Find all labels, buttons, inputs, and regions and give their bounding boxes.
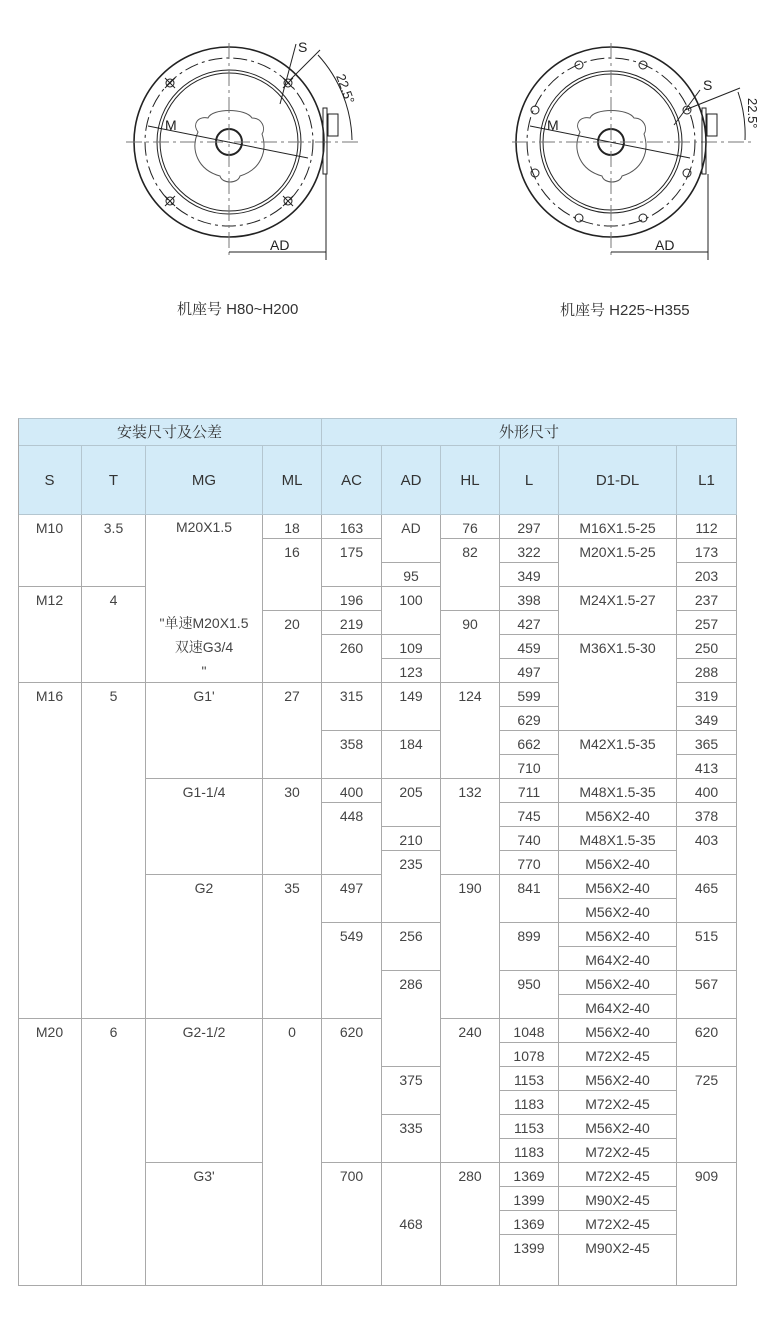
table-cell-l: 1369 (500, 1163, 559, 1187)
table-cell-ad: 335 (382, 1115, 441, 1163)
table-cell-l: 497 (500, 659, 559, 683)
table-cell-d1-dl: M20X1.5-25 (559, 539, 677, 587)
table-cell-l: 1153 (500, 1067, 559, 1091)
table-cell-l: 1078 (500, 1043, 559, 1067)
table-cell-l: 841 (500, 875, 559, 923)
table-cell-d1-dl: M64X2-40 (559, 995, 677, 1019)
table-cell-l: 950 (500, 971, 559, 1019)
table-cell-ad: 184 (382, 731, 441, 779)
table-cell-l1: 112 (677, 515, 737, 539)
table-cell-l1: 173 (677, 539, 737, 563)
ad-dimension-label: AD (270, 237, 290, 253)
group-header: 外形尺寸 (322, 418, 737, 446)
table-cell-d1-dl: M64X2-40 (559, 947, 677, 971)
table-cell-l: 1183 (500, 1091, 559, 1115)
table-cell-ml: 18 (263, 515, 322, 539)
table-cell-ml: 27 (263, 683, 322, 779)
column-header-ml: ML (263, 446, 322, 515)
m-dimension-label: M (165, 117, 177, 133)
table-cell-l: 899 (500, 923, 559, 971)
table-cell-hl: 90 (441, 611, 500, 683)
table-cell-d1-dl: M72X2-45 (559, 1211, 677, 1235)
table-cell-ac: 448 (322, 803, 382, 875)
table-cell-d1-dl: M56X2-40 (559, 1115, 677, 1139)
table-cell-l: 1048 (500, 1019, 559, 1043)
table-cell-t: 3.5 (82, 515, 146, 587)
table-cell-d1-dl: M90X2-45 (559, 1235, 677, 1286)
table-cell-l1: 288 (677, 659, 737, 683)
table-cell-mg (146, 515, 263, 683)
table-cell-mg: G2 (146, 875, 263, 1019)
table-cell-ml: 30 (263, 779, 322, 875)
table-cell-ml: 35 (263, 875, 322, 1019)
table-cell-l1: 237 (677, 587, 737, 611)
table-cell-d1-dl: M16X1.5-25 (559, 515, 677, 539)
table-cell-ad: 286 (382, 971, 441, 1067)
column-header-l: L (500, 446, 559, 515)
table-cell-mg: G1-1/4 (146, 779, 263, 875)
table-cell-d1-dl: M56X2-40 (559, 899, 677, 923)
cell-line (146, 539, 262, 563)
table-cell-l1: 349 (677, 707, 737, 731)
table-cell-d1-dl: M72X2-45 (559, 1091, 677, 1115)
group-header: 安装尺寸及公差 (18, 418, 322, 446)
table-cell-hl: 76 (441, 515, 500, 539)
table-cell-l1: 203 (677, 563, 737, 587)
table-cell-l: 1399 (500, 1235, 559, 1286)
table-cell-ml: 20 (263, 611, 322, 683)
table-cell-ac: 700 (322, 1163, 382, 1286)
table-cell-hl: 280 (441, 1163, 500, 1286)
table-cell-mg: G2-1/2 (146, 1019, 263, 1163)
ad-dimension-label: AD (655, 237, 675, 253)
table-cell-ad: 100 (382, 587, 441, 635)
table-cell-l: 297 (500, 515, 559, 539)
table-cell-l: 711 (500, 779, 559, 803)
table-cell-l1: 515 (677, 923, 737, 971)
table-cell-d1-dl: M24X1.5-27 (559, 587, 677, 635)
table-cell-l: 599 (500, 683, 559, 707)
s-dimension-label: S (298, 39, 308, 55)
angle-label: 22.5° (745, 98, 760, 129)
table-cell-ac: 497 (322, 875, 382, 923)
table-cell-l1: 725 (677, 1067, 737, 1163)
table-cell-ad: 95 (382, 563, 441, 587)
table-cell-ac: 163 (322, 515, 382, 539)
table-cell-l: 740 (500, 827, 559, 851)
table-cell-l1: 567 (677, 971, 737, 1019)
angle-label: 22.5° (333, 71, 358, 106)
cell-line: 双速G3/4 (174, 639, 234, 655)
table-cell-s: M16 (18, 683, 82, 1019)
table-cell-ad: 205 (382, 779, 441, 827)
column-header-ad: AD (382, 446, 441, 515)
table-cell-ad: AD (382, 515, 441, 563)
table-cell-ac: 175 (322, 539, 382, 587)
column-header-s: S (18, 446, 82, 515)
table-cell-ml: 0 (263, 1019, 322, 1286)
table-cell-mg: G3' (146, 1163, 263, 1286)
table-cell-hl: 82 (441, 539, 500, 611)
table-cell-s: M20 (18, 1019, 82, 1286)
table-cell-ac: 315 (322, 683, 382, 731)
motor-end-view-drawing-h225-h355 (500, 30, 767, 270)
column-header-t: T (82, 446, 146, 515)
table-cell-ml: 16 (263, 539, 322, 611)
table-cell-d1-dl: M72X2-45 (559, 1139, 677, 1163)
table-cell-l1: 365 (677, 731, 737, 755)
table-cell-ac: 620 (322, 1019, 382, 1163)
table-cell-l1: 413 (677, 755, 737, 779)
cell-line (146, 587, 262, 611)
table-cell-l: 1183 (500, 1139, 559, 1163)
column-header-hl: HL (441, 446, 500, 515)
table-cell-ac: 260 (322, 635, 382, 683)
table-cell-hl: 124 (441, 683, 500, 779)
cell-line: "单速M20X1.5 (159, 615, 249, 631)
figure-caption-h80-h200: 机座号 H80~H200 (177, 301, 299, 318)
table-cell-t: 4 (82, 587, 146, 683)
table-cell-d1-dl: M56X2-40 (559, 923, 677, 947)
table-cell-d1-dl: M90X2-45 (559, 1187, 677, 1211)
cell-line: " (201, 663, 207, 679)
table-cell-l1: 250 (677, 635, 737, 659)
table-cell-mg: G1' (146, 683, 263, 779)
table-cell-d1-dl: M56X2-40 (559, 875, 677, 899)
table-cell-d1-dl: M56X2-40 (559, 803, 677, 827)
table-cell-l: 629 (500, 707, 559, 731)
cell-line: M20X1.5 (175, 519, 233, 535)
table-cell-ad: 375 (382, 1067, 441, 1115)
table-cell-l: 398 (500, 587, 559, 611)
table-cell-s: M10 (18, 515, 82, 587)
table-cell-l: 770 (500, 851, 559, 875)
table-cell-ad: 123 (382, 659, 441, 683)
table-cell-l: 322 (500, 539, 559, 563)
table-cell-l: 459 (500, 635, 559, 659)
table-cell-d1-dl: M48X1.5-35 (559, 779, 677, 803)
table-cell-d1-dl: M72X2-45 (559, 1043, 677, 1067)
table-cell-d1-dl: M36X1.5-30 (559, 635, 677, 731)
table-cell-ad: 468 (382, 1163, 441, 1286)
table-cell-s: M12 (18, 587, 82, 683)
table-cell-ac: 358 (322, 731, 382, 779)
table-cell-l: 1399 (500, 1187, 559, 1211)
table-cell-ac: 400 (322, 779, 382, 803)
table-cell-ad: 235 (382, 851, 441, 923)
table-cell-hl: 132 (441, 779, 500, 875)
table-cell-ad: 256 (382, 923, 441, 971)
table-cell-d1-dl: M72X2-45 (559, 1163, 677, 1187)
table-cell-l1: 257 (677, 611, 737, 635)
table-cell-ad: 149 (382, 683, 441, 731)
table-cell-hl: 240 (441, 1019, 500, 1163)
table-cell-l: 662 (500, 731, 559, 755)
table-cell-l: 710 (500, 755, 559, 779)
table-cell-l1: 400 (677, 779, 737, 803)
s-dimension-label: S (703, 77, 713, 93)
table-cell-ac: 219 (322, 611, 382, 635)
table-cell-l: 427 (500, 611, 559, 635)
table-cell-t: 5 (82, 683, 146, 1019)
table-cell-ac: 196 (322, 587, 382, 611)
column-header-mg: MG (146, 446, 263, 515)
figure-caption-h225-h355: 机座号 H225~H355 (560, 302, 690, 319)
table-cell-ad: 109 (382, 635, 441, 659)
column-header-ac: AC (322, 446, 382, 515)
table-cell-d1-dl: M56X2-40 (559, 971, 677, 995)
table-cell-l1: 909 (677, 1163, 737, 1286)
table-cell-l1: 465 (677, 875, 737, 923)
table-cell-l: 1369 (500, 1211, 559, 1235)
table-cell-d1-dl: M56X2-40 (559, 1019, 677, 1043)
table-cell-d1-dl: M42X1.5-35 (559, 731, 677, 779)
table-cell-hl: 190 (441, 875, 500, 1019)
table-cell-d1-dl: M56X2-40 (559, 1067, 677, 1091)
table-cell-l: 1153 (500, 1115, 559, 1139)
table-cell-d1-dl: M48X1.5-35 (559, 827, 677, 851)
table-cell-l1: 319 (677, 683, 737, 707)
table-cell-d1-dl: M56X2-40 (559, 851, 677, 875)
column-header-d1-dl: D1-DL (559, 446, 677, 515)
column-header-l1: L1 (677, 446, 737, 515)
dimension-spec-table (18, 418, 737, 1286)
m-dimension-label: M (547, 117, 559, 133)
table-cell-l1: 378 (677, 803, 737, 827)
table-cell-t: 6 (82, 1019, 146, 1286)
table-cell-ac: 549 (322, 923, 382, 1019)
cell-line (146, 563, 262, 587)
motor-end-view-drawing-h80-h200 (120, 30, 380, 270)
table-cell-ad: 210 (382, 827, 441, 851)
table-cell-l1: 403 (677, 827, 737, 875)
table-cell-l: 349 (500, 563, 559, 587)
table-cell-l: 745 (500, 803, 559, 827)
table-cell-l1: 620 (677, 1019, 737, 1067)
